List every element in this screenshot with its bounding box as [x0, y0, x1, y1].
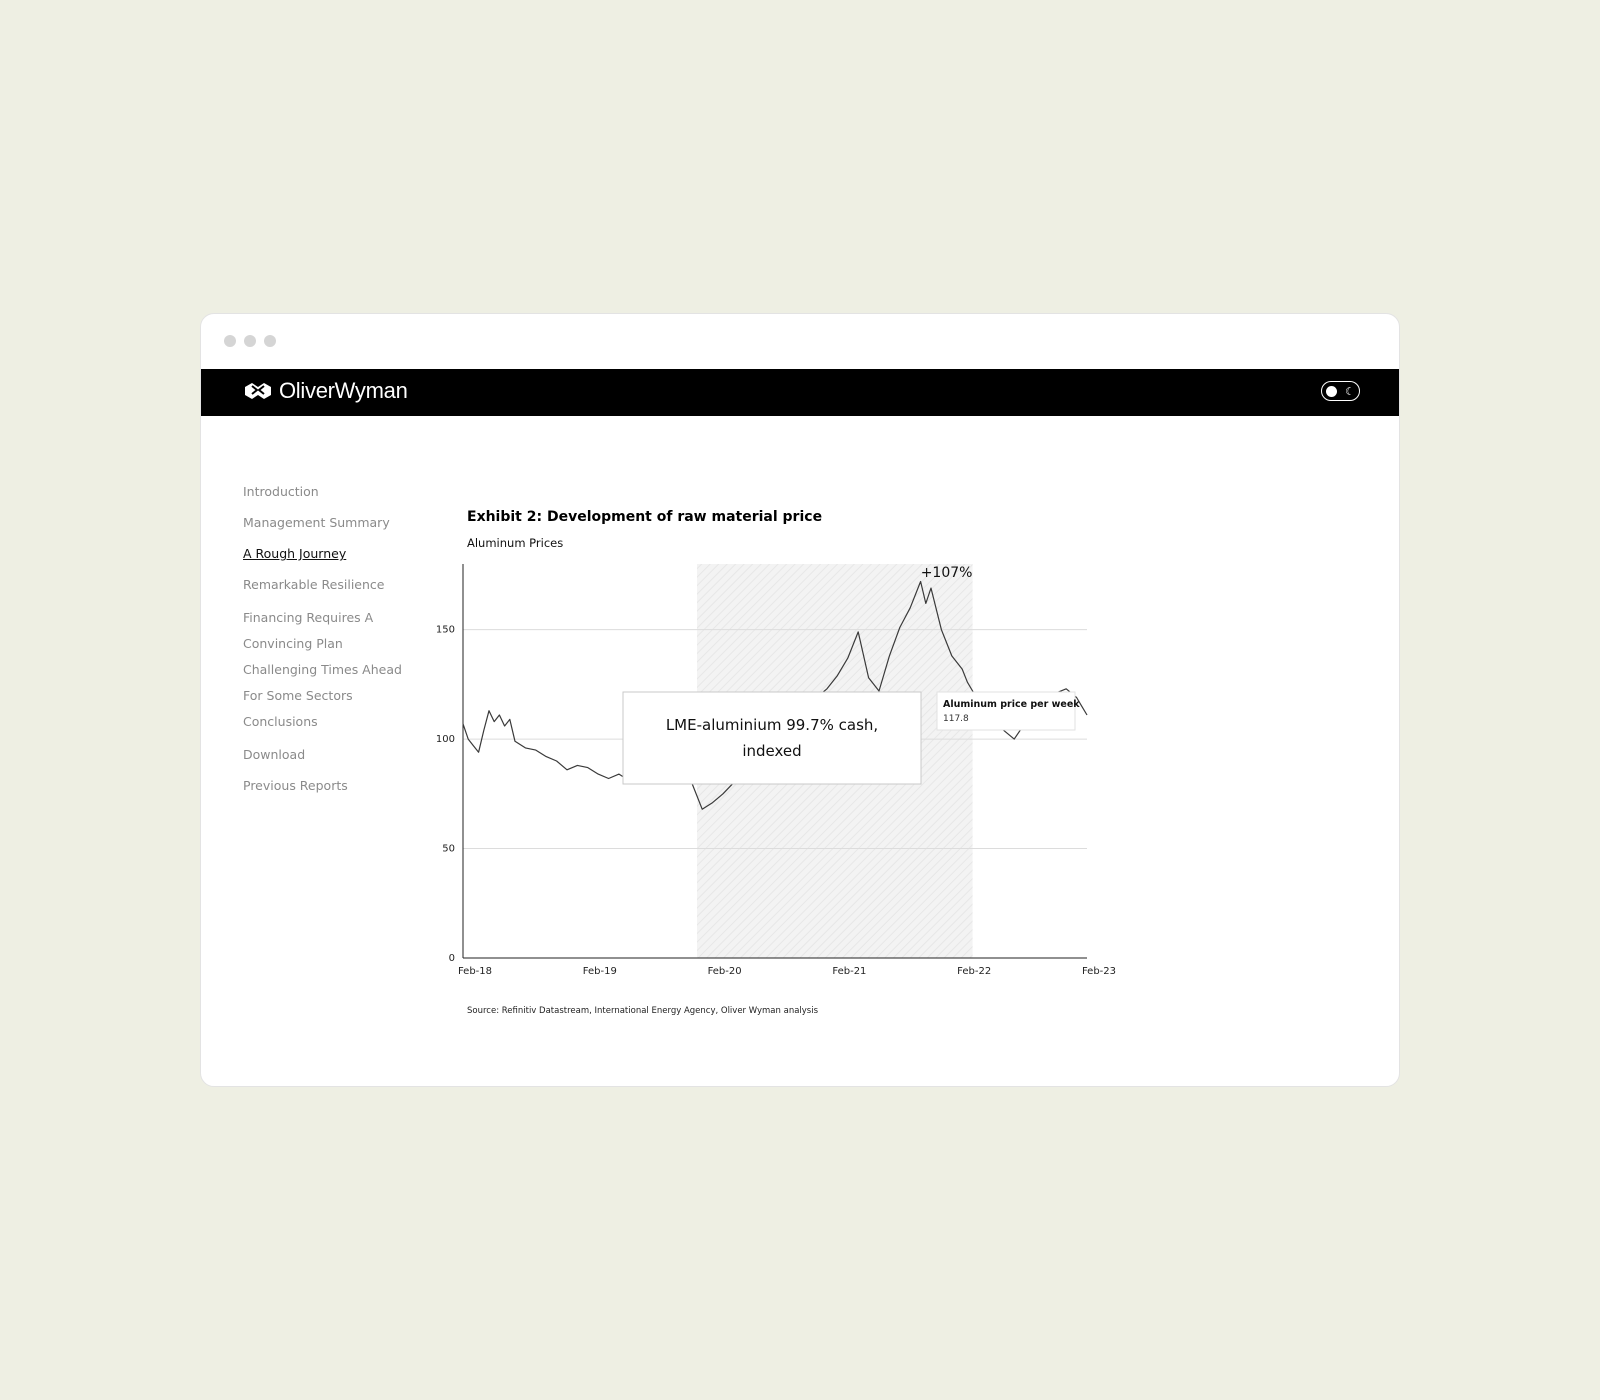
tooltip-value: 117.8 — [943, 714, 969, 724]
oliver-wyman-logo-icon — [243, 381, 273, 401]
y-tick-label: 0 — [448, 953, 455, 964]
tooltip-box — [937, 692, 1075, 730]
toggle-knob — [1326, 386, 1337, 397]
brand-logo[interactable] — [243, 378, 408, 404]
brand-name: OliverWyman — [279, 378, 408, 403]
x-tick-label: Feb-19 — [582, 966, 617, 977]
legend-box — [623, 692, 921, 784]
close-dot-icon[interactable] — [224, 335, 236, 347]
dark-mode-toggle[interactable] — [1321, 381, 1360, 401]
aluminum-price-chart[interactable] — [431, 554, 1131, 994]
y-tick-label: 150 — [435, 624, 455, 636]
nav-download[interactable]: Download — [243, 747, 306, 762]
tooltip-title: Aluminum price per week — [943, 699, 1080, 710]
nav-introduction[interactable]: Introduction — [243, 484, 319, 499]
nav-management-summary[interactable]: Management Summary — [243, 515, 390, 530]
x-tick-label: Feb-20 — [707, 966, 742, 977]
nav-challenging-times-ahead[interactable]: Challenging Times Ahead — [243, 662, 402, 677]
nav-convincing-plan[interactable]: Convincing Plan — [243, 636, 343, 651]
nav-previous-reports[interactable]: Previous Reports — [243, 778, 348, 793]
moon-icon: ☾ — [1345, 384, 1355, 398]
window-controls — [224, 335, 276, 347]
x-tick-label: Feb-22 — [957, 966, 992, 977]
y-tick-label: 100 — [435, 734, 455, 746]
maximize-dot-icon[interactable] — [264, 335, 276, 347]
x-tick-label: Feb-18 — [457, 966, 493, 977]
x-tick-label: Feb-21 — [832, 966, 867, 977]
y-tick-label: 50 — [442, 843, 455, 855]
minimize-dot-icon[interactable] — [244, 335, 256, 347]
section-nav — [243, 484, 423, 809]
browser-window — [200, 313, 1400, 1087]
annotation-label: +107% — [920, 565, 973, 582]
legend-label: LME-aluminium 99.7% cash, — [665, 716, 879, 734]
nav-for-some-sectors[interactable]: For Some Sectors — [243, 688, 353, 703]
chart-subtitle: Aluminum Prices — [467, 536, 564, 550]
legend-label: indexed — [742, 742, 802, 760]
x-tick-label: Feb-23 — [1081, 966, 1117, 977]
nav-remarkable-resilience[interactable]: Remarkable Resilience — [243, 577, 385, 592]
site-header — [201, 369, 1400, 416]
nav-conclusions[interactable]: Conclusions — [243, 714, 318, 729]
chart-source-note: Source: Refinitiv Datastream, International Energy Agency, Oliver Wyman analysis — [467, 1006, 819, 1016]
nav-financing-requires-a[interactable]: Financing Requires A — [243, 610, 374, 625]
nav-a-rough-journey[interactable]: A Rough Journey — [243, 546, 347, 561]
chart-title: Exhibit 2: Development of raw material price — [467, 509, 823, 525]
